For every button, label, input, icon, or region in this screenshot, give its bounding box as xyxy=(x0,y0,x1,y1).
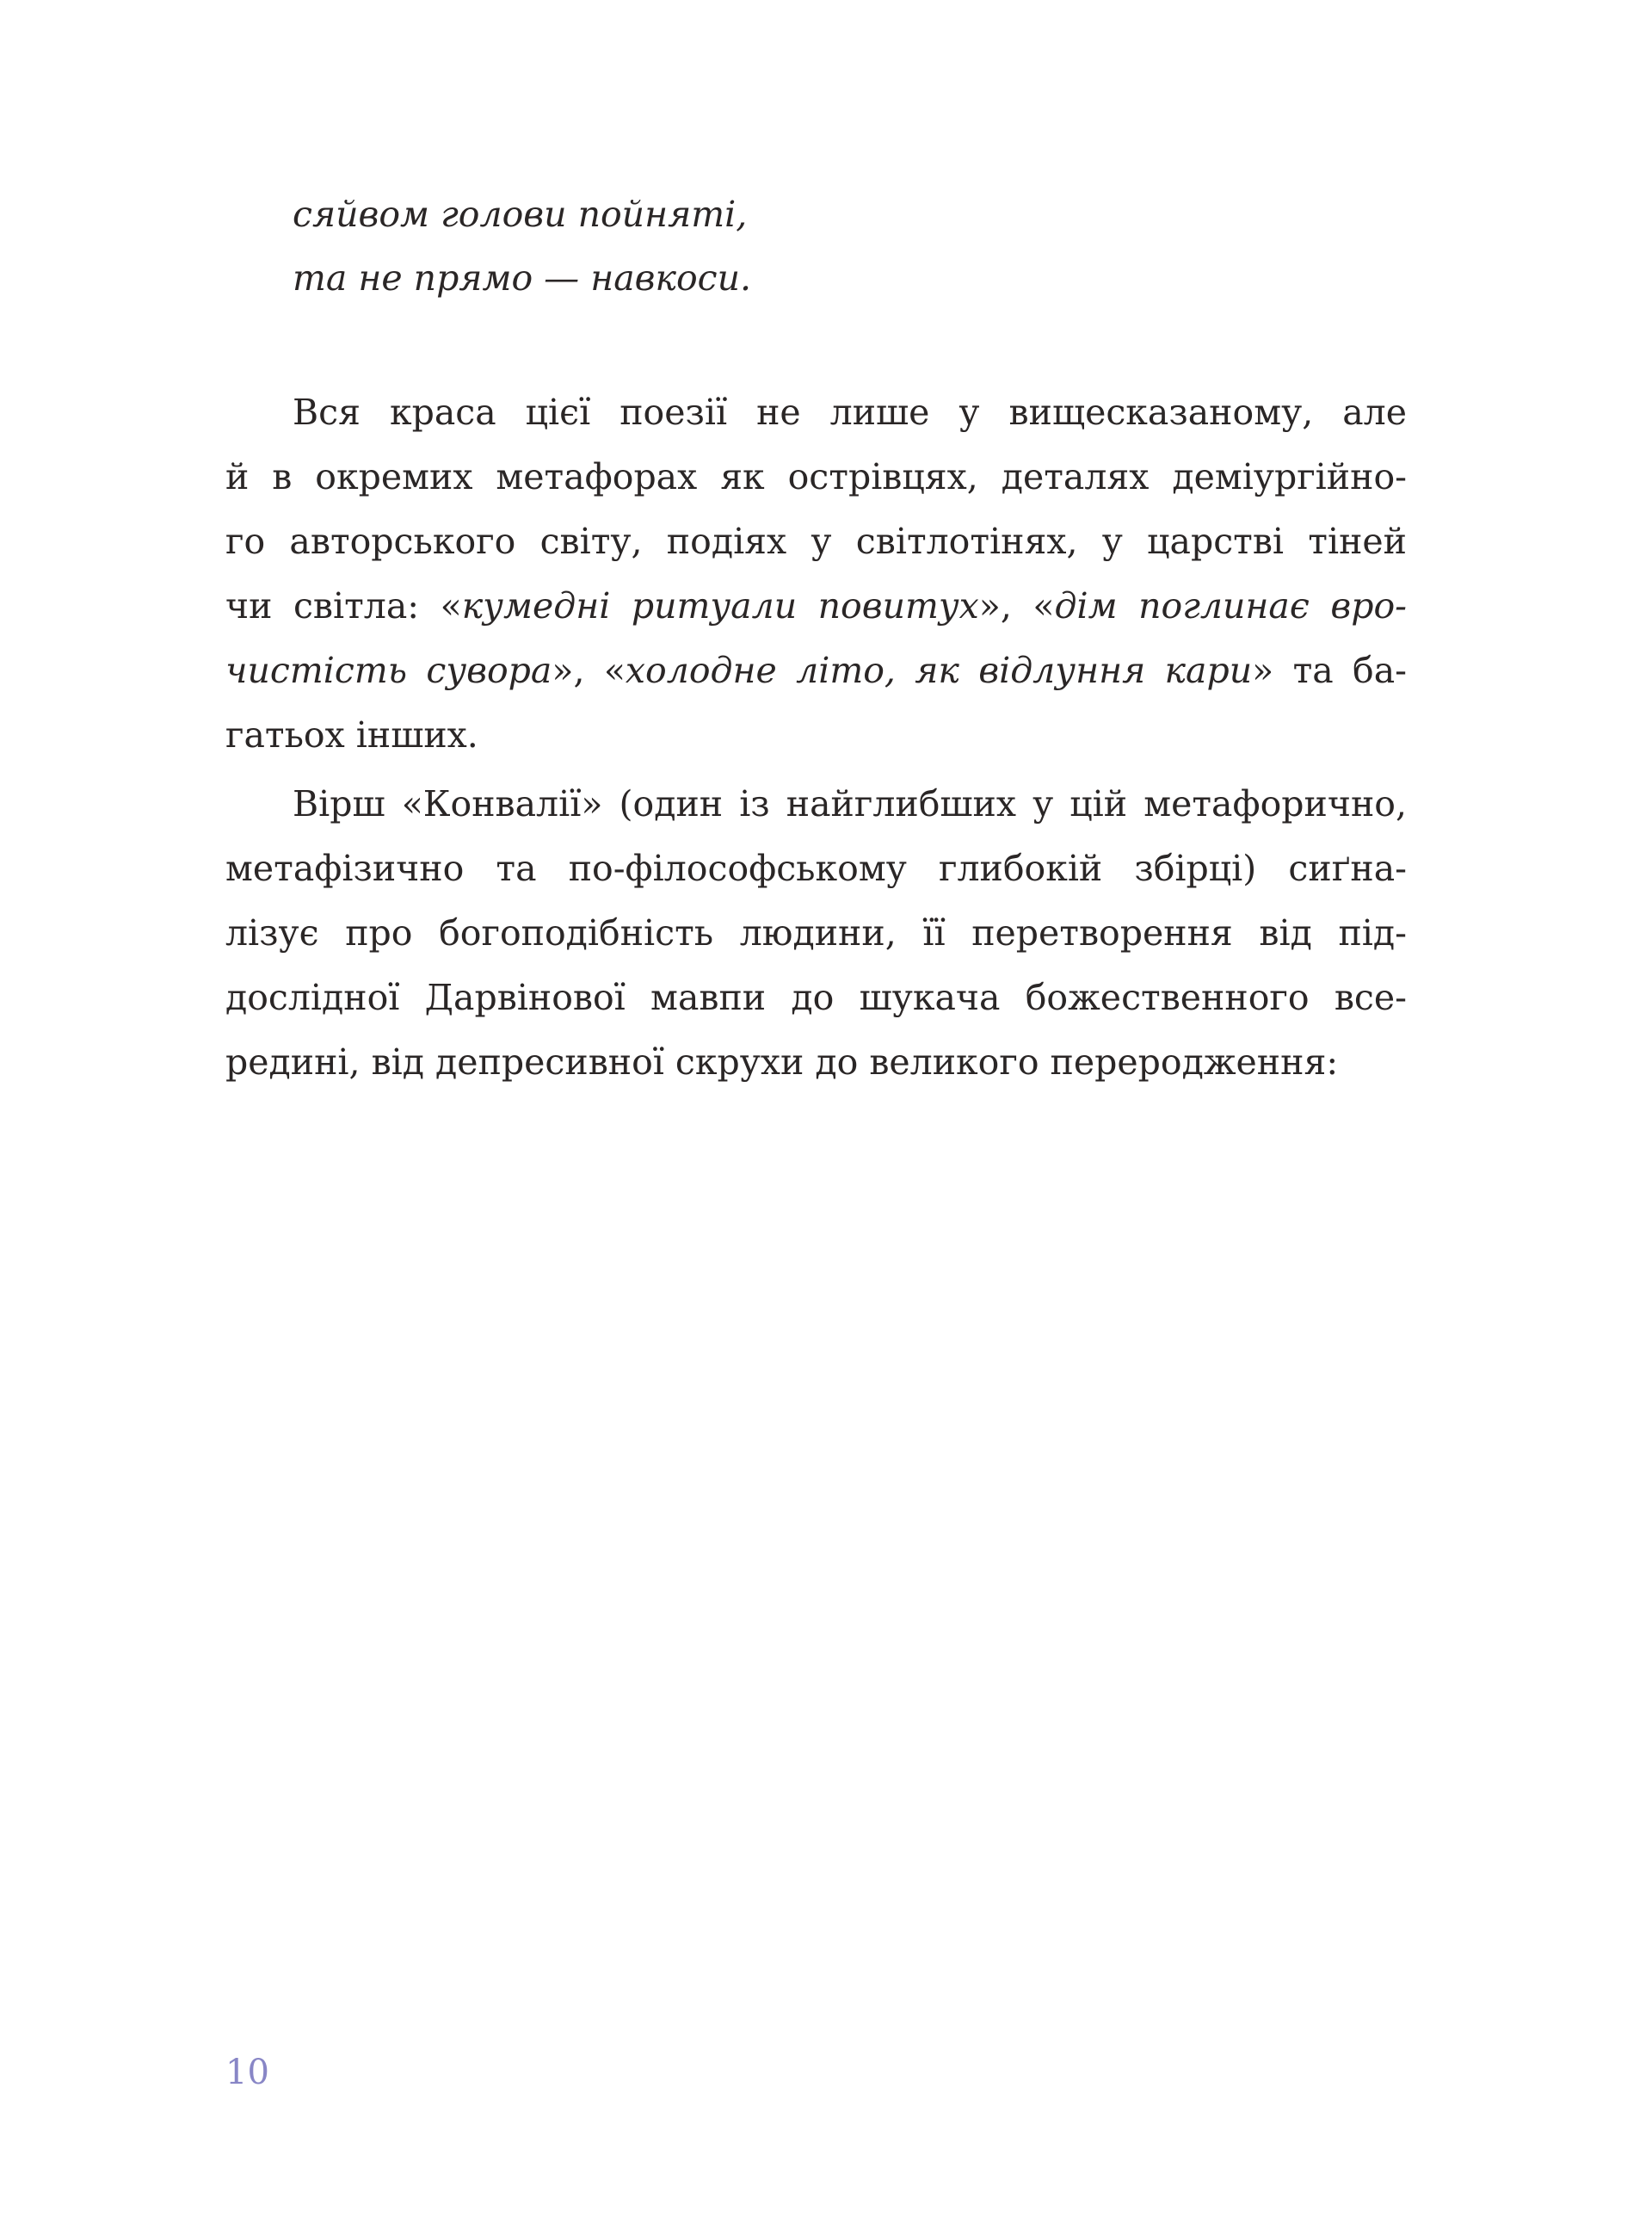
text-line xyxy=(225,901,1407,966)
text-line xyxy=(225,703,1407,768)
verse-line: сяйвом голови пойняті, xyxy=(293,194,748,235)
text-segment: лізує про богоподібність людини, її перетворення від під- xyxy=(225,912,1407,954)
verse-quote xyxy=(293,182,751,310)
italic-quote-text: дім поглинає вро- xyxy=(1054,585,1407,627)
text-segment: дослідної Дарвінової мавпи до шукача божественного все- xyxy=(225,977,1407,1018)
text-segment: го авторського світу, подіях у світлотінях, у царстві тіней xyxy=(225,521,1407,562)
page-number: 10 xyxy=(225,2053,269,2092)
text-segment: метафізично та по-філософському глибокій збірці) сиґна- xyxy=(225,848,1407,889)
text-segment: й в окремих метафорах як острівцях, деталях деміургійно- xyxy=(225,456,1407,497)
text-segment: », « xyxy=(978,585,1055,627)
text-line xyxy=(225,445,1407,510)
italic-quote-text: чистість сувора xyxy=(225,650,552,691)
italic-quote-text: кумедні ритуали повитух xyxy=(461,585,979,627)
verse-line: та не прямо — навкоси. xyxy=(293,257,752,299)
text-segment: » та ба- xyxy=(1252,650,1407,691)
text-segment: Вся краса цієї поезії не лише у вищесказаному, але xyxy=(293,392,1407,433)
text-segment: Вірш «Конвалії» (один із найглибших у цій метафорично, xyxy=(293,783,1407,825)
text-line xyxy=(225,966,1407,1030)
text-line xyxy=(225,772,1407,837)
text-segment: чи світла: « xyxy=(225,585,462,627)
text-line xyxy=(225,574,1407,639)
text-line xyxy=(225,837,1407,901)
italic-quote-text: холодне літо, як відлуння кари xyxy=(625,650,1253,691)
text-line xyxy=(225,380,1407,445)
text-line xyxy=(225,1030,1407,1095)
text-segment: редині, від депресивної скрухи до великого переродження: xyxy=(225,1041,1339,1083)
text-line xyxy=(225,639,1407,703)
paragraph-2 xyxy=(225,772,1407,1095)
text-segment: гатьох інших. xyxy=(225,714,478,756)
text-line xyxy=(225,510,1407,574)
text-segment: », « xyxy=(552,650,626,691)
paragraph-1 xyxy=(225,380,1407,768)
